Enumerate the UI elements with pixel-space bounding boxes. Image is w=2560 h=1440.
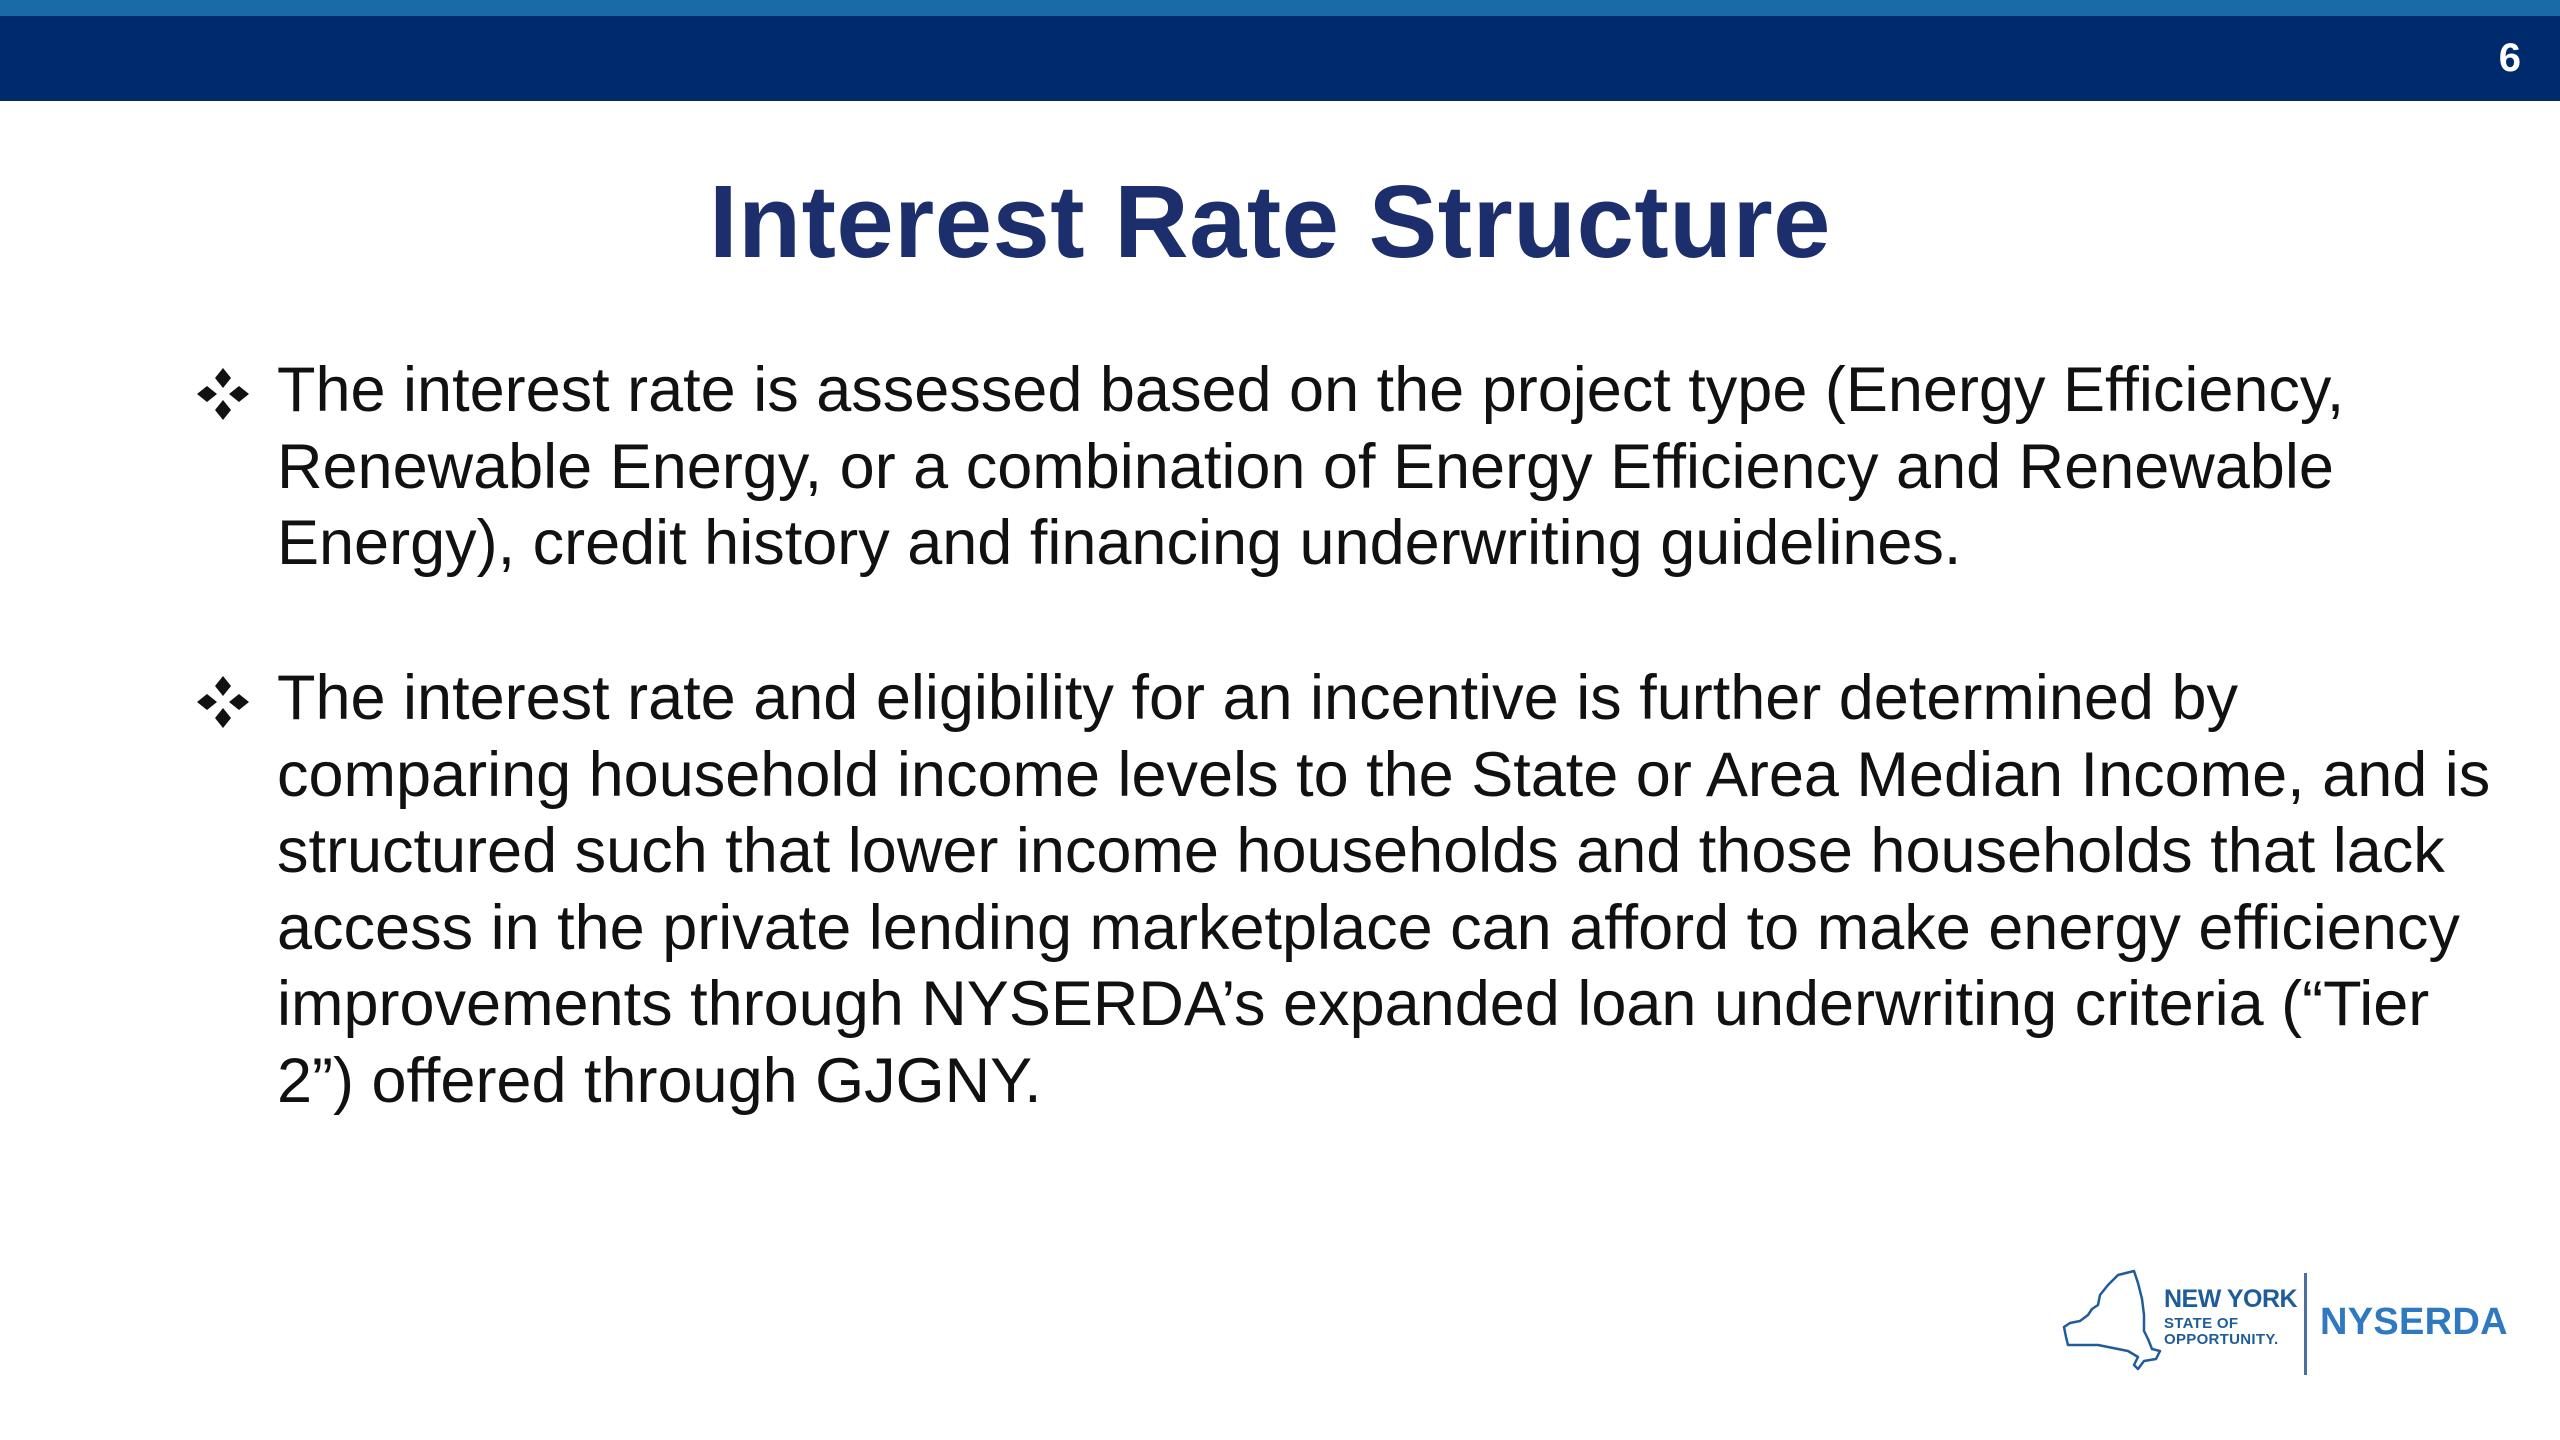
nyserda-logo xyxy=(2058,1265,2508,1380)
logo-divider xyxy=(2304,1273,2307,1375)
ny-wordmark-line3: OPPORTUNITY. xyxy=(2164,1331,2279,1348)
bullet-text: The interest rate is assessed based on the project type (Energy Efficiency, Renewable Energy, or a combination of Energy Efficiency and Renewable Energy), credit history and financing underwriting guidelines. xyxy=(277,355,2345,578)
four-diamond-bullet-icon xyxy=(197,368,249,420)
ny-wordmark-line2: STATE OF xyxy=(2164,1315,2239,1332)
slide-title: Interest Rate Structure xyxy=(709,164,1831,279)
ny-state-wordmark xyxy=(2164,1287,2297,1347)
nyserda-wordmark: NYSERDA xyxy=(2320,1301,2508,1343)
ny-wordmark-line1: NEW YORK xyxy=(2164,1285,2298,1313)
new-york-state-outline-icon xyxy=(2058,1265,2168,1380)
four-diamond-bullet-icon xyxy=(197,676,249,728)
page-number: 6 xyxy=(2498,36,2521,80)
bullet-text: The interest rate and eligibility for an incentive is further determined by comparing household income levels to the State or Area Median Income, and is structured such that lower income households and those households that lack access in the private lending marketplace can afford to make energy efficiency improvements through NYSERDA’s expanded loan underwriting criteria (“Tier 2”) offered through GJGNY. xyxy=(277,663,2491,1116)
